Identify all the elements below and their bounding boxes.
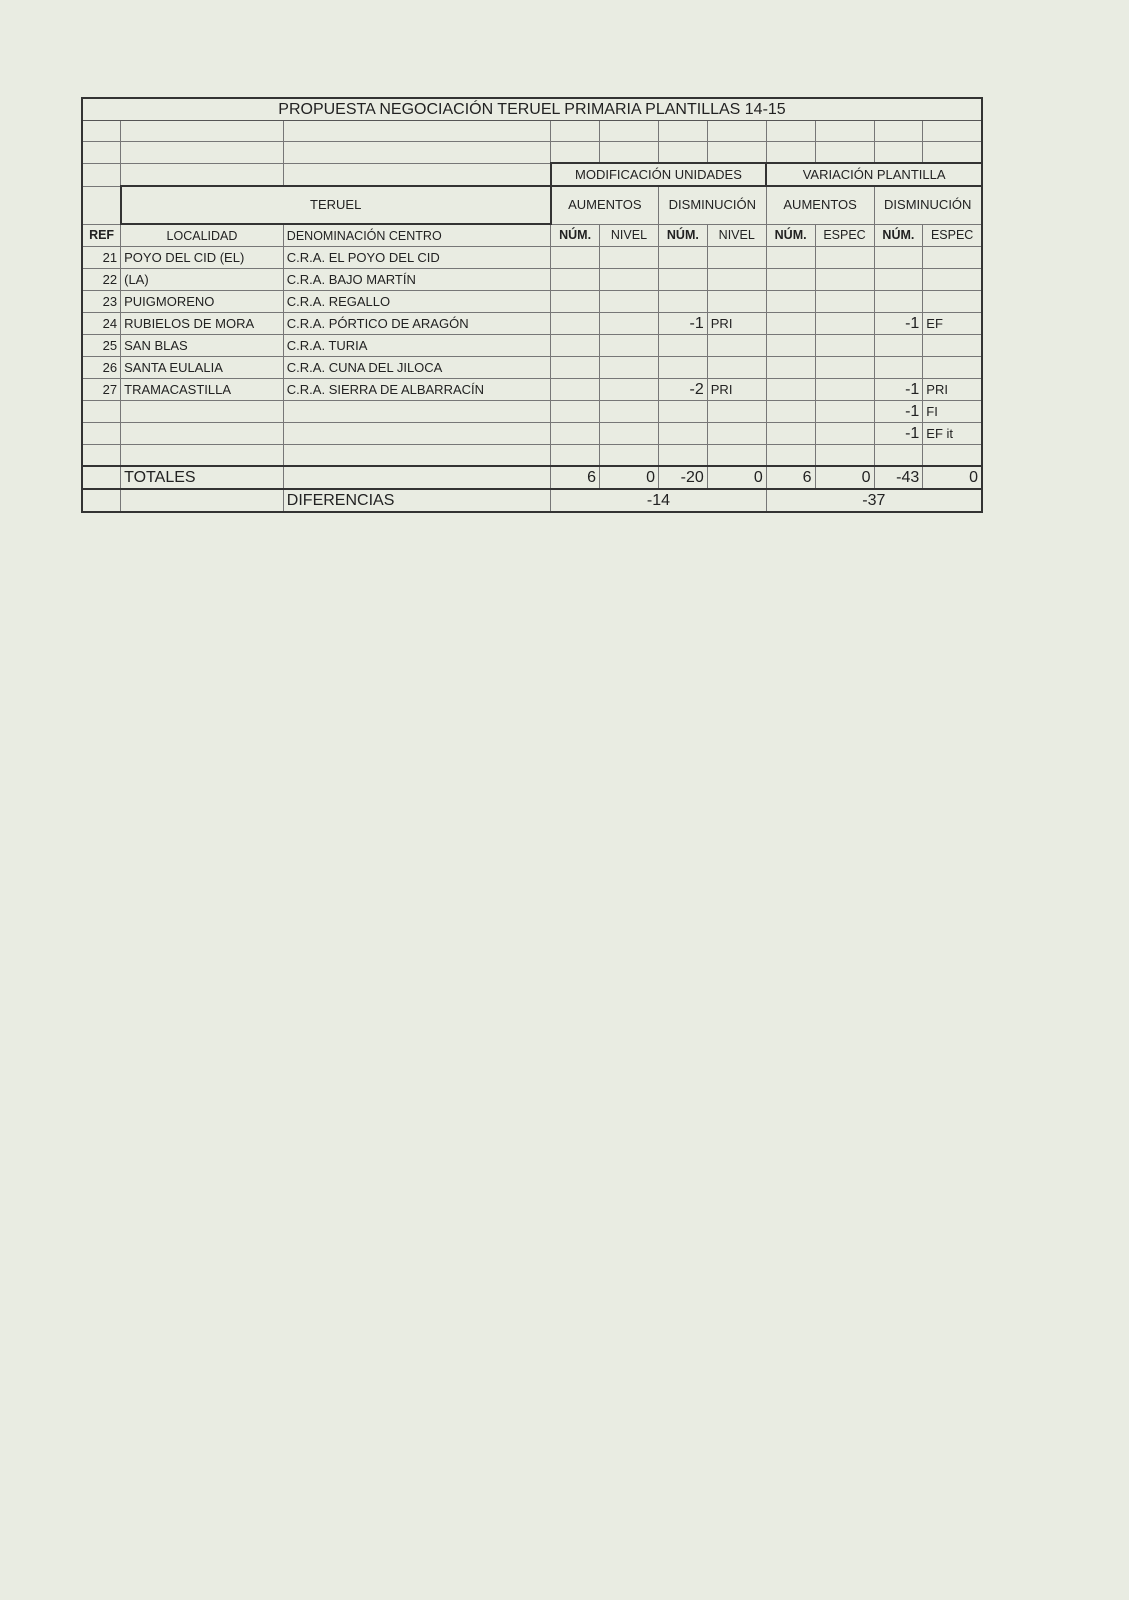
table-row	[82, 357, 982, 379]
table-row	[82, 269, 982, 291]
row-var-dis-espec: PRI	[923, 379, 982, 401]
num-header: NÚM.	[658, 224, 707, 247]
ref-header: REF	[82, 224, 121, 247]
row-localidad: POYO DEL CID (EL)	[121, 247, 284, 269]
var-aumentos-header: AUMENTOS	[766, 186, 874, 224]
total-var-aum-num: 6	[766, 466, 815, 489]
row-localidad: SANTA EULALIA	[121, 357, 284, 379]
mod-disminucion-header: DISMINUCIÓN	[658, 186, 766, 224]
table-row	[82, 379, 982, 401]
row-centro: C.R.A. REGALLO	[283, 291, 550, 313]
row-dis-nivel: PRI	[707, 379, 766, 401]
row-var-dis-num: -1	[874, 423, 923, 445]
row-centro: C.R.A. TURIA	[283, 335, 550, 357]
row-dis-nivel	[707, 423, 766, 445]
row-dis-nivel	[707, 357, 766, 379]
table-row	[82, 291, 982, 313]
blank-row	[82, 121, 982, 142]
diff-modificacion: -14	[551, 489, 767, 512]
differences-row	[82, 489, 982, 512]
row-ref: 27	[82, 379, 121, 401]
row-dis-nivel: PRI	[707, 313, 766, 335]
differences-label: DIFERENCIAS	[283, 489, 550, 512]
blank-row	[82, 445, 982, 467]
row-dis-num	[658, 247, 707, 269]
total-mod-dis-nivel: 0	[707, 466, 766, 489]
table-row	[82, 335, 982, 357]
row-dis-nivel	[707, 335, 766, 357]
row-var-dis-espec: EF	[923, 313, 982, 335]
row-var-dis-espec: FI	[923, 401, 982, 423]
row-var-dis-num	[874, 269, 923, 291]
table-row	[82, 401, 982, 423]
total-var-dis-espec: 0	[923, 466, 982, 489]
row-var-dis-num: -1	[874, 379, 923, 401]
table-row	[82, 313, 982, 335]
row-localidad	[121, 423, 284, 445]
row-dis-num	[658, 401, 707, 423]
num-header: NÚM.	[551, 224, 600, 247]
row-dis-num: -2	[658, 379, 707, 401]
nivel-header: NIVEL	[600, 224, 659, 247]
row-var-dis-espec	[923, 269, 982, 291]
group-variacion-plantilla: VARIACIÓN PLANTILLA	[766, 163, 982, 186]
row-var-dis-espec	[923, 357, 982, 379]
row-var-dis-espec	[923, 247, 982, 269]
row-ref	[82, 401, 121, 423]
row-var-dis-espec	[923, 335, 982, 357]
row-localidad	[121, 401, 284, 423]
row-dis-num	[658, 269, 707, 291]
total-var-aum-espec: 0	[815, 466, 874, 489]
row-localidad: (LA)	[121, 269, 284, 291]
row-var-dis-num	[874, 291, 923, 313]
espec-header: ESPEC	[815, 224, 874, 247]
row-var-dis-num	[874, 357, 923, 379]
row-dis-num	[658, 357, 707, 379]
row-ref: 26	[82, 357, 121, 379]
staffing-table	[81, 97, 983, 513]
province-heading: TERUEL	[121, 186, 551, 224]
row-dis-num	[658, 423, 707, 445]
subgroup-header-row	[82, 186, 982, 224]
row-ref: 23	[82, 291, 121, 313]
row-ref: 21	[82, 247, 121, 269]
row-dis-nivel	[707, 291, 766, 313]
row-centro: C.R.A. EL POYO DEL CID	[283, 247, 550, 269]
num-header: NÚM.	[766, 224, 815, 247]
table-title: PROPUESTA NEGOCIACIÓN TERUEL PRIMARIA PLANTILLAS 14-15	[82, 98, 982, 121]
centro-header: DENOMINACIÓN CENTRO	[283, 224, 550, 247]
row-ref: 24	[82, 313, 121, 335]
diff-variacion: -37	[766, 489, 982, 512]
nivel-header: NIVEL	[707, 224, 766, 247]
row-centro: C.R.A. SIERRA DE ALBARRACÍN	[283, 379, 550, 401]
blank-row	[82, 142, 982, 164]
total-mod-aum-nivel: 0	[600, 466, 659, 489]
row-dis-num: -1	[658, 313, 707, 335]
table-row	[82, 247, 982, 269]
row-centro: C.R.A. PÓRTICO DE ARAGÓN	[283, 313, 550, 335]
row-centro	[283, 423, 550, 445]
row-dis-num	[658, 291, 707, 313]
row-localidad: PUIGMORENO	[121, 291, 284, 313]
var-disminucion-header: DISMINUCIÓN	[874, 186, 982, 224]
row-dis-nivel	[707, 401, 766, 423]
totals-label: TOTALES	[121, 466, 284, 489]
espec-header: ESPEC	[923, 224, 982, 247]
group-header-row	[82, 163, 982, 186]
totals-row	[82, 466, 982, 489]
row-localidad: TRAMACASTILLA	[121, 379, 284, 401]
num-header: NÚM.	[874, 224, 923, 247]
row-ref	[82, 423, 121, 445]
row-ref: 25	[82, 335, 121, 357]
row-dis-num	[658, 335, 707, 357]
table-row	[82, 423, 982, 445]
title-row	[82, 98, 982, 121]
row-dis-nivel	[707, 269, 766, 291]
column-header-row	[82, 224, 982, 247]
row-centro: C.R.A. BAJO MARTÍN	[283, 269, 550, 291]
row-ref: 22	[82, 269, 121, 291]
row-var-dis-num: -1	[874, 401, 923, 423]
row-var-dis-num: -1	[874, 313, 923, 335]
row-centro	[283, 401, 550, 423]
row-dis-nivel	[707, 247, 766, 269]
mod-aumentos-header: AUMENTOS	[551, 186, 659, 224]
row-var-dis-espec: EF it	[923, 423, 982, 445]
row-centro: C.R.A. CUNA DEL JILOCA	[283, 357, 550, 379]
total-mod-dis-num: -20	[658, 466, 707, 489]
group-modificacion-unidades: MODIFICACIÓN UNIDADES	[551, 163, 767, 186]
row-var-dis-espec	[923, 291, 982, 313]
localidad-header: LOCALIDAD	[121, 224, 284, 247]
row-localidad: SAN BLAS	[121, 335, 284, 357]
row-var-dis-num	[874, 335, 923, 357]
total-mod-aum-num: 6	[551, 466, 600, 489]
row-var-dis-num	[874, 247, 923, 269]
row-localidad: RUBIELOS DE MORA	[121, 313, 284, 335]
total-var-dis-num: -43	[874, 466, 923, 489]
